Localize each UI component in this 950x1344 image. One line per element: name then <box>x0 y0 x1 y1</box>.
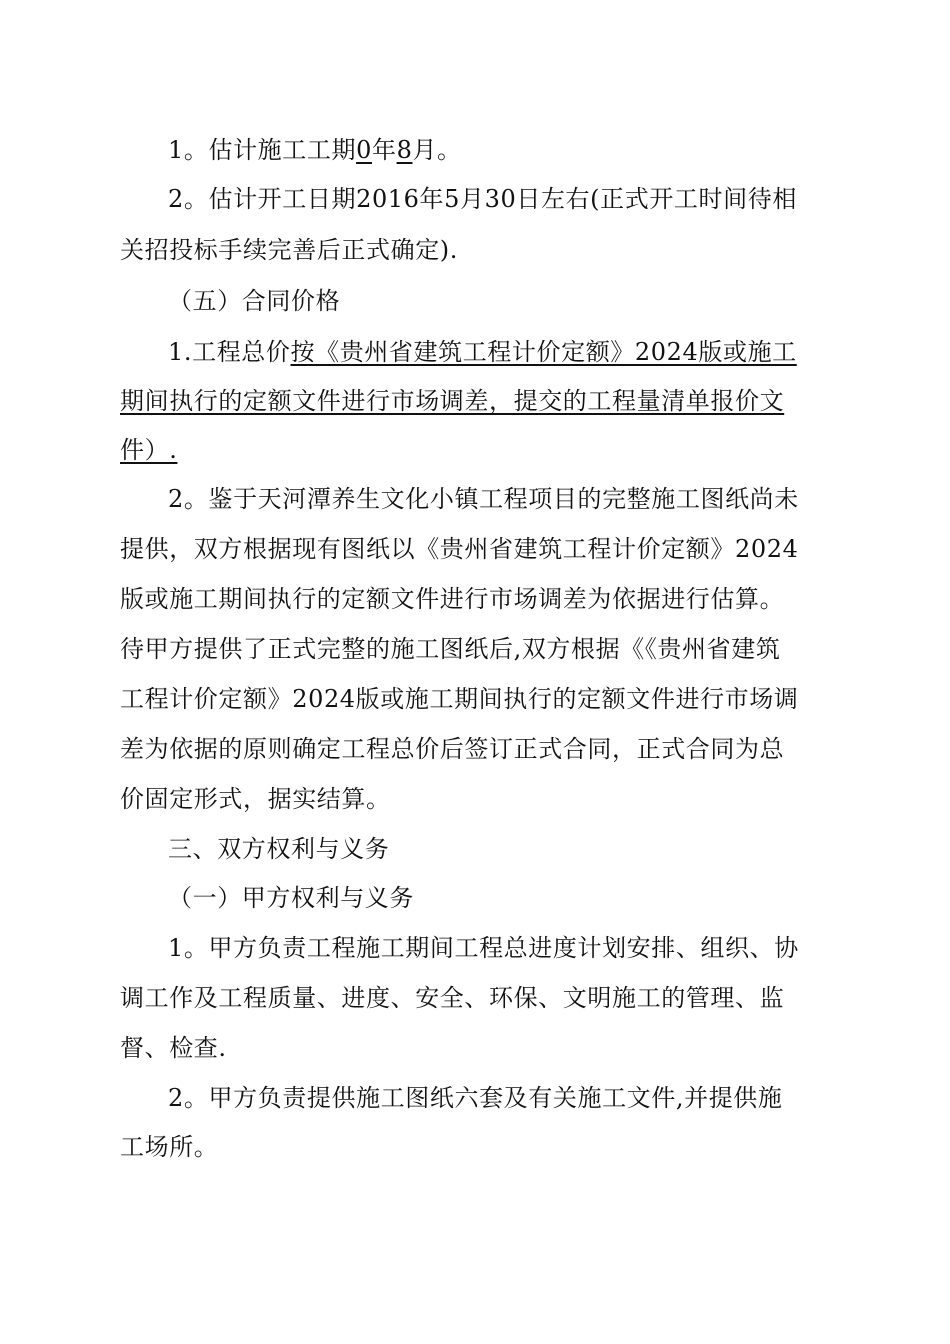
paragraph-total-price-line-3: 件）. <box>120 436 178 464</box>
construction-period-prefix: 1。估计施工工期 <box>168 136 357 164</box>
paragraph-party-a-duty-2-line-1: 2。甲方负责提供施工图纸六套及有关施工文件,并提供施 <box>168 1084 783 1112</box>
paragraph-party-a-duty-1-line-3: 督、检查. <box>120 1034 227 1062</box>
paragraph-estimate-line-2: 提供，双方根据现有图纸以《贵州省建筑工程计价定额》2024 <box>120 535 799 563</box>
paragraph-party-a-duty-2-line-2: 工场所。 <box>120 1133 219 1161</box>
paragraph-party-a-duty-1-line-2: 调工作及工程质量、进度、安全、环保、文明施工的管理、监 <box>120 984 785 1012</box>
construction-period-suffix: 月。 <box>412 136 462 164</box>
construction-period-year-unit: 年 <box>371 136 397 164</box>
total-price-basis-underlined: 按《贵州省建筑工程计价定额》2024版或施工 <box>290 338 797 366</box>
paragraph-start-date-line-2: 关招投标手续完善后正式确定). <box>120 236 458 264</box>
heading-party-a: （一）甲方权利与义务 <box>168 884 414 912</box>
paragraph-estimate-line-4: 待甲方提供了正式完整的施工图纸后,双方根据《《贵州省建筑 <box>120 635 781 663</box>
paragraph-estimate-line-3: 版或施工期间执行的定额文件进行市场调差为依据进行估算。 <box>120 585 785 613</box>
paragraph-start-date-line-1: 2。估计开工日期2016年5月30日左右(正式开工时间待相 <box>168 185 797 213</box>
paragraph-total-price-line-1 <box>168 336 950 368</box>
construction-period-months: 8 <box>396 136 413 164</box>
heading-contract-price: （五）合同价格 <box>168 287 341 315</box>
paragraph-estimate-line-5: 工程计价定额》2024版或施工期间执行的定额文件进行市场调 <box>120 685 799 713</box>
paragraph-estimate-line-6: 差为依据的原则确定工程总价后签订正式合同，正式合同为总 <box>120 735 785 763</box>
heading-rights-obligations: 三、双方权利与义务 <box>168 835 390 863</box>
paragraph-construction-period <box>168 134 950 166</box>
paragraph-total-price-line-2: 期间执行的定额文件进行市场调差，提交的工程量清单报价文 <box>120 387 785 415</box>
construction-period-years: 0 <box>356 136 372 164</box>
paragraph-estimate-line-7: 价固定形式，据实结算。 <box>120 785 391 813</box>
paragraph-party-a-duty-1-line-1: 1。甲方负责工程施工期间工程总进度计划安排、组织、协 <box>168 934 799 962</box>
paragraph-estimate-line-1: 2。鉴于天河潭养生文化小镇工程项目的完整施工图纸尚未 <box>168 485 799 513</box>
total-price-label: 1.工程总价 <box>168 338 291 366</box>
